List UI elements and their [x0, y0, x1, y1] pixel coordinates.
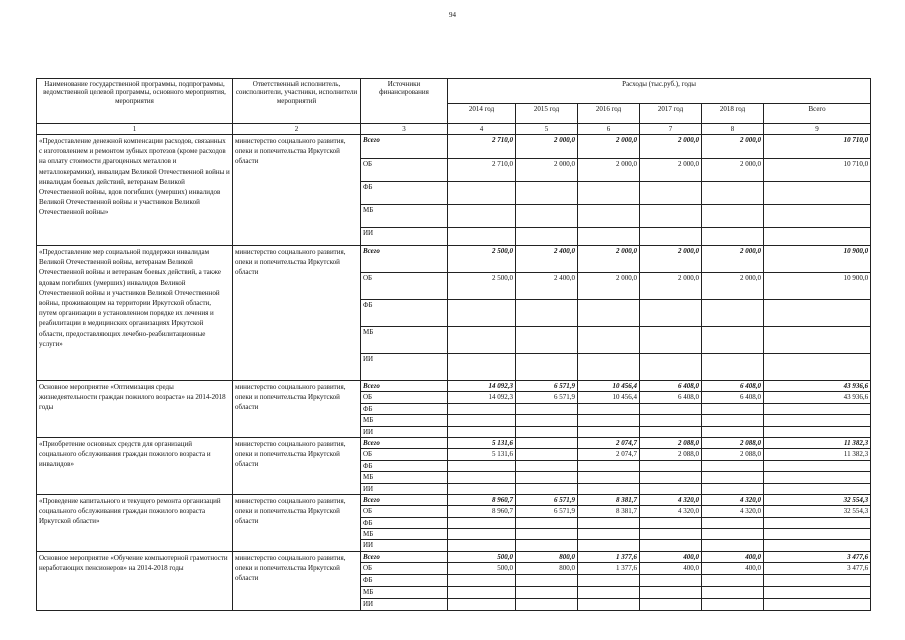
header-year: 2016 год — [578, 104, 640, 124]
total-value — [764, 529, 871, 540]
total-value — [764, 587, 871, 599]
year-value: 4 320,0 — [702, 494, 764, 505]
year-value — [702, 403, 764, 414]
header-name: Наименование государственной программы, подпрограммы, ведомственной целевой программы, основного мероприятия, мероприятия — [37, 79, 233, 124]
year-value: 2 000,0 — [640, 159, 702, 182]
funding-source: МБ — [361, 327, 448, 354]
year-value — [516, 426, 578, 437]
year-value — [640, 327, 702, 354]
year-value — [640, 354, 702, 381]
year-value: 6 571,9 — [516, 381, 578, 392]
total-value — [764, 460, 871, 471]
table-row-total — [37, 381, 871, 392]
year-value — [640, 426, 702, 437]
year-value — [640, 415, 702, 426]
funding-source: ОБ — [361, 506, 448, 517]
year-value — [516, 354, 578, 381]
total-value: 3 477,6 — [764, 563, 871, 575]
year-value: 2 000,0 — [640, 273, 702, 300]
header-year: 2014 год — [448, 104, 516, 124]
total-value: 43 936,6 — [764, 392, 871, 403]
page-number: 94 — [449, 11, 456, 19]
activity-executor: министерство социального развития, опеки и попечительства Иркутской области — [233, 381, 361, 438]
funding-source: ИИ — [361, 599, 448, 611]
year-value: 6 571,9 — [516, 392, 578, 403]
funding-source: ИИ — [361, 426, 448, 437]
year-value — [578, 228, 640, 246]
funding-source: МБ — [361, 472, 448, 483]
year-value: 2 000,0 — [578, 159, 640, 182]
year-value — [448, 540, 516, 551]
year-value — [702, 300, 764, 327]
year-value — [516, 228, 578, 246]
table-row-total — [37, 437, 871, 448]
year-value: 5 131,6 — [448, 449, 516, 460]
year-value — [448, 426, 516, 437]
year-value — [516, 327, 578, 354]
year-value — [448, 575, 516, 587]
year-value: 800,0 — [516, 563, 578, 575]
year-value — [516, 182, 578, 205]
year-value — [516, 529, 578, 540]
year-value: 2 088,0 — [702, 437, 764, 448]
year-value: 5 131,6 — [448, 437, 516, 448]
year-value: 1 377,6 — [578, 551, 640, 562]
total-value — [764, 182, 871, 205]
funding-source: МБ — [361, 205, 448, 228]
year-value: 8 960,7 — [448, 506, 516, 517]
year-value — [578, 587, 640, 599]
year-value — [516, 449, 578, 460]
year-value — [448, 327, 516, 354]
year-value: 2 000,0 — [702, 246, 764, 273]
activity-name: Основное мероприятие «Обучение компьютерной грамотности неработающих пенсионеров» на 2014-2018 годы — [37, 551, 233, 610]
year-value: 2 400,0 — [516, 273, 578, 300]
year-value — [578, 472, 640, 483]
column-number: 4 — [448, 124, 516, 135]
total-value — [764, 300, 871, 327]
year-value: 2 000,0 — [578, 273, 640, 300]
header-source: Источники финансирования — [361, 79, 448, 124]
year-value: 2 088,0 — [702, 449, 764, 460]
year-value — [578, 327, 640, 354]
year-value — [702, 460, 764, 471]
header-row — [37, 79, 871, 104]
column-number: 7 — [640, 124, 702, 135]
budget-table — [36, 78, 871, 611]
column-number: 6 — [578, 124, 640, 135]
funding-source: ФБ — [361, 575, 448, 587]
column-number-row — [37, 124, 871, 135]
funding-source: ИИ — [361, 540, 448, 551]
funding-source: Всего — [361, 135, 448, 159]
total-value — [764, 575, 871, 587]
activity-executor: министерство социального развития, опеки и попечительства Иркутской области — [233, 551, 361, 610]
year-value — [448, 599, 516, 611]
total-value — [764, 228, 871, 246]
year-value — [640, 228, 702, 246]
header-year: 2017 год — [640, 104, 702, 124]
total-value — [764, 599, 871, 611]
funding-source: ОБ — [361, 449, 448, 460]
year-value — [702, 529, 764, 540]
total-value: 11 382,3 — [764, 437, 871, 448]
year-value — [448, 483, 516, 494]
year-value: 400,0 — [640, 551, 702, 562]
year-value — [640, 403, 702, 414]
year-value — [702, 483, 764, 494]
year-value: 2 000,0 — [516, 159, 578, 182]
funding-source: ОБ — [361, 159, 448, 182]
total-value — [764, 472, 871, 483]
funding-source: ФБ — [361, 300, 448, 327]
year-value: 2 088,0 — [640, 449, 702, 460]
year-value — [448, 529, 516, 540]
column-number: 3 — [361, 124, 448, 135]
funding-source: Всего — [361, 494, 448, 505]
header-year: 2018 год — [702, 104, 764, 124]
year-value — [516, 437, 578, 448]
funding-source: ОБ — [361, 392, 448, 403]
year-value: 500,0 — [448, 563, 516, 575]
year-value: 2 000,0 — [640, 135, 702, 159]
activity-name: «Приобретение основных средств для организаций социального обслуживания граждан пожилого возраста и инвалидов» — [37, 437, 233, 494]
year-value — [640, 483, 702, 494]
year-value — [516, 472, 578, 483]
year-value — [448, 205, 516, 228]
year-value: 6 571,9 — [516, 494, 578, 505]
year-value — [578, 517, 640, 528]
year-value: 2 000,0 — [578, 246, 640, 273]
year-value — [702, 599, 764, 611]
header-expenses: Расходы (тыс.руб.), годы — [448, 79, 871, 104]
year-value — [640, 472, 702, 483]
year-value: 500,0 — [448, 551, 516, 562]
funding-source: ФБ — [361, 182, 448, 205]
year-value — [702, 415, 764, 426]
table-row-total — [37, 135, 871, 159]
year-value: 4 320,0 — [640, 506, 702, 517]
total-value — [764, 517, 871, 528]
year-value: 14 092,3 — [448, 381, 516, 392]
year-value — [702, 354, 764, 381]
year-value — [578, 403, 640, 414]
total-value — [764, 415, 871, 426]
activity-name: Основное мероприятие «Оптимизация среды жизнедеятельности граждан пожилого возраста» на 2014-2018 годы — [37, 381, 233, 438]
funding-source: ИИ — [361, 228, 448, 246]
total-value — [764, 403, 871, 414]
year-value: 400,0 — [702, 563, 764, 575]
year-value — [516, 587, 578, 599]
year-value: 6 571,9 — [516, 506, 578, 517]
year-value — [578, 483, 640, 494]
year-value — [702, 587, 764, 599]
year-value — [640, 460, 702, 471]
year-value — [516, 403, 578, 414]
total-value — [764, 540, 871, 551]
year-value: 2 400,0 — [516, 246, 578, 273]
year-value: 2 074,7 — [578, 437, 640, 448]
activity-executor: министерство социального развития, опеки и попечительства Иркутской области — [233, 437, 361, 494]
year-value — [448, 415, 516, 426]
year-value — [448, 300, 516, 327]
year-value: 2 000,0 — [702, 273, 764, 300]
funding-source: ФБ — [361, 517, 448, 528]
year-value — [702, 426, 764, 437]
year-value: 2 710,0 — [448, 159, 516, 182]
year-value — [448, 228, 516, 246]
year-value — [516, 415, 578, 426]
total-value: 32 554,3 — [764, 494, 871, 505]
year-value: 2 000,0 — [640, 246, 702, 273]
year-value: 6 408,0 — [702, 392, 764, 403]
table-row-total — [37, 551, 871, 562]
year-value: 2 000,0 — [578, 135, 640, 159]
year-value: 10 456,4 — [578, 381, 640, 392]
activity-name: «Проведение капитального и текущего ремонта организаций социального обслуживания граждан пожилого возраста Иркутской области» — [37, 494, 233, 551]
year-value: 400,0 — [640, 563, 702, 575]
column-number: 1 — [37, 124, 233, 135]
year-value — [640, 529, 702, 540]
funding-source: МБ — [361, 415, 448, 426]
year-value: 8 381,7 — [578, 506, 640, 517]
year-value — [640, 182, 702, 205]
year-value — [578, 540, 640, 551]
funding-source: МБ — [361, 529, 448, 540]
funding-source: Всего — [361, 246, 448, 273]
year-value — [578, 182, 640, 205]
funding-source: ИИ — [361, 354, 448, 381]
activity-name: «Предоставление денежной компенсации расходов, связанных с изготовлением и ремонтом зубных протезов (кроме расходов на оплату стоимости драгоценных металлов и металлокерамики), инвалидам Великой Отечественной войны и инвалидам боевых действий, ветеранам Великой Отечественной войны, вдов погибших (умерших) инвалидов Великой Отечественной войны и участников Великой Отечественной войны» — [37, 135, 233, 246]
year-value: 4 320,0 — [640, 494, 702, 505]
year-value — [578, 460, 640, 471]
header-executor: Ответственный исполнитель, соисполнители, участники, исполнители мероприятий — [233, 79, 361, 124]
year-value — [702, 540, 764, 551]
year-value: 2 000,0 — [516, 135, 578, 159]
total-value: 10 900,0 — [764, 273, 871, 300]
total-value — [764, 327, 871, 354]
year-value: 8 960,7 — [448, 494, 516, 505]
funding-source: ИИ — [361, 483, 448, 494]
year-value: 2 500,0 — [448, 273, 516, 300]
year-value — [578, 205, 640, 228]
total-value: 32 554,3 — [764, 506, 871, 517]
year-value: 8 381,7 — [578, 494, 640, 505]
year-value — [448, 472, 516, 483]
year-value — [702, 182, 764, 205]
year-value — [702, 327, 764, 354]
year-value: 2 074,7 — [578, 449, 640, 460]
year-value — [640, 517, 702, 528]
year-value — [448, 182, 516, 205]
year-value: 2 000,0 — [702, 159, 764, 182]
table-row-total — [37, 494, 871, 505]
year-value — [702, 575, 764, 587]
year-value: 2 710,0 — [448, 135, 516, 159]
year-value — [640, 575, 702, 587]
year-value — [578, 354, 640, 381]
year-value — [448, 460, 516, 471]
year-value — [516, 540, 578, 551]
year-value — [640, 587, 702, 599]
header-year: 2015 год — [516, 104, 578, 124]
funding-source: ОБ — [361, 563, 448, 575]
year-value — [578, 300, 640, 327]
year-value — [516, 517, 578, 528]
year-value — [448, 403, 516, 414]
year-value — [702, 205, 764, 228]
year-value: 1 377,6 — [578, 563, 640, 575]
year-value — [578, 426, 640, 437]
year-value — [516, 460, 578, 471]
funding-source: ФБ — [361, 460, 448, 471]
year-value — [578, 599, 640, 611]
total-value — [764, 205, 871, 228]
year-value: 6 408,0 — [640, 392, 702, 403]
year-value: 2 000,0 — [702, 135, 764, 159]
year-value — [640, 300, 702, 327]
funding-source: Всего — [361, 437, 448, 448]
year-value — [702, 228, 764, 246]
total-value — [764, 483, 871, 494]
total-value: 10 710,0 — [764, 159, 871, 182]
year-value — [516, 575, 578, 587]
funding-source: ФБ — [361, 403, 448, 414]
year-value: 400,0 — [702, 551, 764, 562]
funding-source: ОБ — [361, 273, 448, 300]
header-total: Всего — [764, 104, 871, 124]
activity-executor: министерство социального развития, опеки и попечительства Иркутской области — [233, 135, 361, 246]
year-value — [640, 540, 702, 551]
column-number: 5 — [516, 124, 578, 135]
column-number: 8 — [702, 124, 764, 135]
year-value — [578, 575, 640, 587]
year-value: 14 092,3 — [448, 392, 516, 403]
year-value: 4 320,0 — [702, 506, 764, 517]
activity-name: «Предоставление мер социальной поддержки инвалидам Великой Отечественной войны, ветеранам Великой Отечественной войны и ветеранам боевых действий, а также вдовам погибших (умерших) инвалидов Великой Отечественной войны и участников Великой Отечественной войны, проживающим на территории Иркутской области, путем организации в установленном порядке их лечения и реабилитации в медицинских организациях Иркутской области, предоставляющих лечебно-реабилитационные услуги» — [37, 246, 233, 381]
year-value — [702, 472, 764, 483]
year-value — [578, 529, 640, 540]
funding-source: Всего — [361, 381, 448, 392]
activity-executor: министерство социального развития, опеки и попечительства Иркутской области — [233, 246, 361, 381]
year-value: 6 408,0 — [702, 381, 764, 392]
total-value: 11 382,3 — [764, 449, 871, 460]
year-value — [448, 354, 516, 381]
funding-source: МБ — [361, 587, 448, 599]
column-number: 9 — [764, 124, 871, 135]
year-value — [516, 599, 578, 611]
total-value — [764, 426, 871, 437]
table-row-total — [37, 246, 871, 273]
year-value — [516, 483, 578, 494]
total-value — [764, 354, 871, 381]
year-value: 800,0 — [516, 551, 578, 562]
total-value: 3 477,6 — [764, 551, 871, 562]
column-number: 2 — [233, 124, 361, 135]
year-value — [640, 599, 702, 611]
activity-executor: министерство социального развития, опеки и попечительства Иркутской области — [233, 494, 361, 551]
year-value: 6 408,0 — [640, 381, 702, 392]
year-value: 10 456,4 — [578, 392, 640, 403]
total-value: 10 900,0 — [764, 246, 871, 273]
year-value — [448, 587, 516, 599]
year-value — [578, 415, 640, 426]
year-value — [640, 205, 702, 228]
funding-source: Всего — [361, 551, 448, 562]
year-value: 2 500,0 — [448, 246, 516, 273]
year-value: 2 088,0 — [640, 437, 702, 448]
total-value: 43 936,6 — [764, 381, 871, 392]
year-value — [702, 517, 764, 528]
year-value — [516, 205, 578, 228]
year-value — [448, 517, 516, 528]
year-value — [516, 300, 578, 327]
total-value: 10 710,0 — [764, 135, 871, 159]
